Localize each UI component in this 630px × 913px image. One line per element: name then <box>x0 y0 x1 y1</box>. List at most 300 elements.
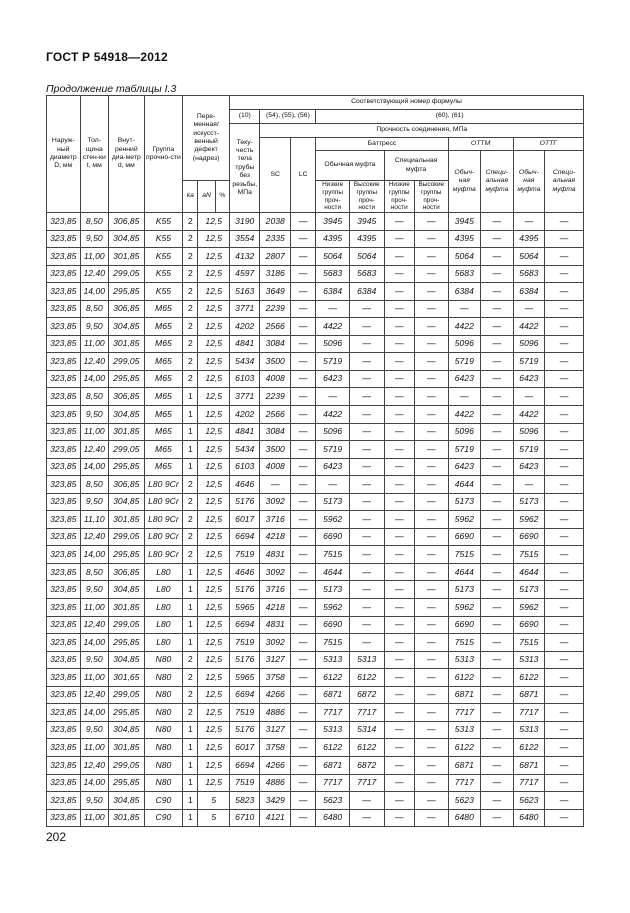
cell-ottm-special: — <box>481 248 514 266</box>
cell-group: N80 <box>144 756 183 774</box>
cell-ottg-regular: 5313 <box>513 651 545 669</box>
table-row <box>47 686 584 704</box>
cell-ottm-regular: 5623 <box>448 792 481 810</box>
cell-buttress-high-special: — <box>415 809 449 827</box>
cell-group: L80 9Cr <box>144 493 183 511</box>
cell-lc: — <box>290 230 315 248</box>
cell-buttress-high-special: — <box>415 353 449 371</box>
cell-lc: — <box>290 300 315 318</box>
cell-ottg-regular: 6423 <box>513 458 545 476</box>
cell-wall: 14,00 <box>80 283 108 301</box>
cell-lc: — <box>290 388 315 406</box>
cell-buttress-high-special: — <box>415 792 449 810</box>
cell-buttress-high-special: — <box>415 230 449 248</box>
cell-inner-diameter: 295,85 <box>109 774 145 792</box>
cell-lc: — <box>290 458 315 476</box>
cell-buttress-low-special: — <box>384 300 415 318</box>
cell-an: 12,5 <box>198 441 230 459</box>
cell-group: N80 <box>144 651 183 669</box>
cell-flow: 5176 <box>229 721 260 739</box>
table-row <box>47 563 584 581</box>
cell-lc: — <box>290 616 315 634</box>
cell-group: C90 <box>144 792 183 810</box>
cell-buttress-high-regular: — <box>349 809 384 827</box>
cell-ottg-special: — <box>545 423 584 441</box>
cell-buttress-low-special: — <box>384 651 415 669</box>
cell-ottm-regular: — <box>448 388 481 406</box>
cell-buttress-low-special: — <box>384 370 415 388</box>
cell-sc: 3716 <box>260 511 291 529</box>
cell-ottg-regular: 4644 <box>513 563 545 581</box>
table-row <box>47 792 584 810</box>
cell-buttress-low-regular: 7515 <box>316 634 350 652</box>
cell-ottm-special: — <box>481 581 514 599</box>
cell-ka: 1 <box>183 581 198 599</box>
cell-buttress-high-special: — <box>415 283 449 301</box>
cell-wall: 14,00 <box>80 634 108 652</box>
cell-buttress-low-regular: — <box>316 476 350 494</box>
cell-buttress-low-regular: 5962 <box>316 511 350 529</box>
cell-ottg-special: — <box>545 581 584 599</box>
cell-wall: 12,40 <box>80 265 108 283</box>
cell-ottm-regular: 3945 <box>448 213 481 231</box>
cell-flow: 6694 <box>229 686 260 704</box>
cell-ottg-regular: — <box>513 213 545 231</box>
cell-wall: 11,00 <box>80 335 108 353</box>
table-row <box>47 318 584 336</box>
cell-lc: — <box>290 563 315 581</box>
table-row <box>47 511 584 529</box>
cell-ottg-regular: 6122 <box>513 669 545 687</box>
cell-group: K55 <box>144 265 183 283</box>
table-row <box>47 300 584 318</box>
cell-flow: 6694 <box>229 528 260 546</box>
cell-flow: 3190 <box>229 213 260 231</box>
cell-ottm-regular: 6423 <box>448 370 481 388</box>
header-formula-title: Соответствующий номер формулы <box>229 96 583 110</box>
cell-ottg-regular: 7717 <box>513 704 545 722</box>
cell-diameter: 323,85 <box>47 616 81 634</box>
cell-buttress-low-regular: 5096 <box>316 335 350 353</box>
cell-ottg-regular: 5173 <box>513 581 545 599</box>
cell-inner-diameter: 299,05 <box>109 265 145 283</box>
cell-sc: 3084 <box>260 335 291 353</box>
cell-an: 12,5 <box>198 651 230 669</box>
cell-ottg-regular: 6384 <box>513 283 545 301</box>
cell-buttress-low-special: — <box>384 721 415 739</box>
cell-ottm-regular: 6871 <box>448 756 481 774</box>
cell-ka: 1 <box>183 809 198 827</box>
cell-ottg-regular: 6871 <box>513 686 545 704</box>
cell-buttress-high-special: — <box>415 669 449 687</box>
table-row <box>47 651 584 669</box>
cell-ottg-regular: 5719 <box>513 441 545 459</box>
cell-inner-diameter: 295,85 <box>109 634 145 652</box>
cell-an: 12,5 <box>198 739 230 757</box>
cell-ottg-special: — <box>545 739 584 757</box>
cell-buttress-high-regular: — <box>349 441 384 459</box>
cell-ka: 2 <box>183 318 198 336</box>
cell-lc: — <box>290 423 315 441</box>
cell-lc: — <box>290 335 315 353</box>
cell-lc: — <box>290 248 315 266</box>
header-low-special: Низкие группы проч-ности <box>384 181 415 213</box>
cell-diameter: 323,85 <box>47 739 81 757</box>
cell-ottm-regular: 5962 <box>448 511 481 529</box>
cell-buttress-high-regular: — <box>349 599 384 617</box>
cell-ka: 1 <box>183 406 198 424</box>
cell-flow: 3771 <box>229 388 260 406</box>
cell-inner-diameter: 304,85 <box>109 581 145 599</box>
cell-ottm-special: — <box>481 318 514 336</box>
cell-diameter: 323,85 <box>47 248 81 266</box>
cell-ottg-special: — <box>545 493 584 511</box>
cell-flow: 7519 <box>229 704 260 722</box>
cell-ka: 1 <box>183 634 198 652</box>
cell-ottm-regular: 4644 <box>448 476 481 494</box>
cell-ka: 1 <box>183 441 198 459</box>
cell-group: M65 <box>144 300 183 318</box>
cell-ottg-regular: 5313 <box>513 721 545 739</box>
cell-an: 12,5 <box>198 248 230 266</box>
cell-diameter: 323,85 <box>47 388 81 406</box>
cell-ottm-regular: 5719 <box>448 353 481 371</box>
cell-group: L80 <box>144 616 183 634</box>
cell-wall: 9,50 <box>80 721 108 739</box>
cell-buttress-low-regular: 5719 <box>316 353 350 371</box>
cell-wall: 9,50 <box>80 792 108 810</box>
cell-wall: 14,00 <box>80 704 108 722</box>
cell-buttress-low-special: — <box>384 792 415 810</box>
cell-buttress-high-regular: 3945 <box>349 213 384 231</box>
cell-diameter: 323,85 <box>47 230 81 248</box>
cell-sc: 4121 <box>260 809 291 827</box>
page-number: 202 <box>46 830 67 844</box>
cell-buttress-low-regular: 6871 <box>316 686 350 704</box>
cell-buttress-low-special: — <box>384 493 415 511</box>
table-row <box>47 493 584 511</box>
cell-diameter: 323,85 <box>47 370 81 388</box>
cell-diameter: 323,85 <box>47 353 81 371</box>
cell-ottm-regular: 5096 <box>448 335 481 353</box>
cell-inner-diameter: 299,05 <box>109 686 145 704</box>
cell-lc: — <box>290 353 315 371</box>
cell-group: M65 <box>144 458 183 476</box>
cell-buttress-low-regular: 5096 <box>316 423 350 441</box>
cell-sc: 4008 <box>260 458 291 476</box>
cell-wall: 14,00 <box>80 458 108 476</box>
cell-buttress-low-regular: 5173 <box>316 493 350 511</box>
cell-ottm-regular: 6480 <box>448 809 481 827</box>
cell-an: 12,5 <box>198 213 230 231</box>
cell-buttress-low-special: — <box>384 476 415 494</box>
table-header <box>47 96 584 213</box>
cell-buttress-high-regular: 6384 <box>349 283 384 301</box>
cell-sc: 3127 <box>260 651 291 669</box>
cell-ottg-special: — <box>545 300 584 318</box>
cell-buttress-low-regular: 5064 <box>316 248 350 266</box>
cell-sc: 2239 <box>260 300 291 318</box>
cell-sc: 3649 <box>260 283 291 301</box>
cell-ottg-regular: 4395 <box>513 230 545 248</box>
cell-buttress-low-regular: — <box>316 388 350 406</box>
cell-diameter: 323,85 <box>47 651 81 669</box>
header-formula-10: (10) <box>229 110 260 124</box>
cell-sc: 2239 <box>260 388 291 406</box>
cell-ottm-regular: 5719 <box>448 441 481 459</box>
cell-sc: 2807 <box>260 248 291 266</box>
cell-buttress-low-regular: 6423 <box>316 458 350 476</box>
cell-buttress-high-regular: — <box>349 581 384 599</box>
table-row <box>47 283 584 301</box>
cell-buttress-low-special: — <box>384 634 415 652</box>
cell-ottm-special: — <box>481 458 514 476</box>
cell-buttress-high-special: — <box>415 335 449 353</box>
table-row <box>47 441 584 459</box>
cell-group: L80 9Cr <box>144 511 183 529</box>
cell-flow: 4841 <box>229 423 260 441</box>
cell-ka: 1 <box>183 388 198 406</box>
cell-diameter: 323,85 <box>47 686 81 704</box>
cell-group: K55 <box>144 283 183 301</box>
cell-inner-diameter: 295,85 <box>109 283 145 301</box>
cell-ka: 2 <box>183 335 198 353</box>
cell-buttress-high-regular: — <box>349 423 384 441</box>
cell-ottg-special: — <box>545 686 584 704</box>
cell-ottg-special: — <box>545 406 584 424</box>
cell-buttress-low-regular: 5719 <box>316 441 350 459</box>
cell-sc: — <box>260 476 291 494</box>
cell-ka: 2 <box>183 493 198 511</box>
cell-sc: 3500 <box>260 353 291 371</box>
cell-buttress-high-special: — <box>415 318 449 336</box>
cell-inner-diameter: 301,85 <box>109 248 145 266</box>
cell-ottm-special: — <box>481 809 514 827</box>
cell-inner-diameter: 301,85 <box>109 423 145 441</box>
cell-buttress-high-regular: — <box>349 792 384 810</box>
cell-ottm-special: — <box>481 599 514 617</box>
cell-ottg-regular: 4422 <box>513 406 545 424</box>
header-strength-group: Группа прочно-сти <box>144 96 183 213</box>
cell-lc: — <box>290 511 315 529</box>
cell-flow: 7519 <box>229 634 260 652</box>
cell-ka: 1 <box>183 563 198 581</box>
cell-an: 12,5 <box>198 774 230 792</box>
cell-buttress-low-regular: — <box>316 300 350 318</box>
cell-wall: 11,00 <box>80 423 108 441</box>
cell-inner-diameter: 301,85 <box>109 739 145 757</box>
cell-ka: 2 <box>183 704 198 722</box>
cell-ottm-special: — <box>481 423 514 441</box>
cell-sc: 3084 <box>260 423 291 441</box>
cell-ottg-special: — <box>545 563 584 581</box>
cell-ottg-regular: 5096 <box>513 423 545 441</box>
cell-wall: 9,50 <box>80 318 108 336</box>
cell-lc: — <box>290 265 315 283</box>
cell-sc: 3500 <box>260 441 291 459</box>
cell-ottm-special: — <box>481 370 514 388</box>
table-row <box>47 458 584 476</box>
cell-buttress-high-special: — <box>415 458 449 476</box>
cell-diameter: 323,85 <box>47 335 81 353</box>
cell-ottg-special: — <box>545 546 584 564</box>
cell-buttress-low-regular: 5962 <box>316 599 350 617</box>
cell-wall: 8,50 <box>80 300 108 318</box>
cell-ottm-regular: 5313 <box>448 721 481 739</box>
cell-diameter: 323,85 <box>47 704 81 722</box>
cell-ottm-special: — <box>481 283 514 301</box>
cell-ottg-special: — <box>545 634 584 652</box>
cell-flow: 4202 <box>229 406 260 424</box>
cell-ottg-special: — <box>545 388 584 406</box>
cell-ottm-regular: 5683 <box>448 265 481 283</box>
cell-sc: 3758 <box>260 739 291 757</box>
header-ottm-special: Специ-альная муфта <box>481 151 514 213</box>
cell-buttress-low-special: — <box>384 265 415 283</box>
cell-inner-diameter: 304,85 <box>109 230 145 248</box>
cell-ottg-special: — <box>545 370 584 388</box>
cell-wall: 8,50 <box>80 213 108 231</box>
cell-buttress-high-special: — <box>415 686 449 704</box>
cell-buttress-low-regular: 6871 <box>316 756 350 774</box>
cell-buttress-low-regular: 7515 <box>316 546 350 564</box>
cell-buttress-low-regular: 5623 <box>316 792 350 810</box>
cell-group: L80 <box>144 599 183 617</box>
cell-ka: 2 <box>183 230 198 248</box>
cell-group: M65 <box>144 318 183 336</box>
cell-ottg-special: — <box>545 230 584 248</box>
cell-ka: 2 <box>183 528 198 546</box>
cell-buttress-low-regular: 6122 <box>316 669 350 687</box>
cell-diameter: 323,85 <box>47 599 81 617</box>
cell-lc: — <box>290 651 315 669</box>
cell-ottg-special: — <box>545 528 584 546</box>
cell-diameter: 323,85 <box>47 406 81 424</box>
cell-ottm-regular: 4395 <box>448 230 481 248</box>
cell-an: 12,5 <box>198 756 230 774</box>
document-header: ГОСТ Р 54918—2012 <box>46 50 168 64</box>
cell-an: 12,5 <box>198 458 230 476</box>
cell-flow: 7519 <box>229 774 260 792</box>
cell-flow: 5965 <box>229 669 260 687</box>
cell-diameter: 323,85 <box>47 423 81 441</box>
cell-buttress-high-special: — <box>415 213 449 231</box>
cell-ka: 1 <box>183 721 198 739</box>
cell-ottm-regular: 5173 <box>448 581 481 599</box>
cell-group: M65 <box>144 353 183 371</box>
cell-ottg-special: — <box>545 809 584 827</box>
table-row <box>47 265 584 283</box>
cell-buttress-high-special: — <box>415 546 449 564</box>
cell-buttress-low-special: — <box>384 528 415 546</box>
cell-wall: 9,50 <box>80 406 108 424</box>
cell-ottm-special: — <box>481 493 514 511</box>
cell-flow: 6710 <box>229 809 260 827</box>
cell-ottm-special: — <box>481 634 514 652</box>
cell-ottm-regular: 5962 <box>448 599 481 617</box>
cell-lc: — <box>290 213 315 231</box>
cell-buttress-high-special: — <box>415 300 449 318</box>
cell-buttress-high-regular: — <box>349 406 384 424</box>
cell-ottm-regular: 5313 <box>448 651 481 669</box>
cell-flow: 5176 <box>229 493 260 511</box>
cell-sc: 4831 <box>260 616 291 634</box>
cell-ottm-special: — <box>481 651 514 669</box>
cell-ottm-special: — <box>481 739 514 757</box>
cell-flow: 6103 <box>229 370 260 388</box>
cell-buttress-high-special: — <box>415 756 449 774</box>
header-inner-diameter: Внут-ренний диа-метр d, мм <box>109 96 145 213</box>
cell-group: N80 <box>144 686 183 704</box>
cell-buttress-low-special: — <box>384 581 415 599</box>
cell-wall: 11,00 <box>80 669 108 687</box>
cell-ottm-special: — <box>481 300 514 318</box>
table-row <box>47 248 584 266</box>
cell-diameter: 323,85 <box>47 774 81 792</box>
cell-buttress-high-special: — <box>415 704 449 722</box>
header-an: aN <box>198 181 215 213</box>
cell-buttress-high-special: — <box>415 370 449 388</box>
table-row <box>47 370 584 388</box>
cell-ka: 2 <box>183 300 198 318</box>
cell-ottm-regular: — <box>448 300 481 318</box>
cell-an: 12,5 <box>198 581 230 599</box>
cell-ottg-regular: 5623 <box>513 792 545 810</box>
cell-buttress-high-regular: — <box>349 458 384 476</box>
cell-buttress-high-special: — <box>415 616 449 634</box>
cell-inner-diameter: 301,85 <box>109 335 145 353</box>
cell-buttress-high-regular: — <box>349 563 384 581</box>
cell-lc: — <box>290 581 315 599</box>
cell-diameter: 323,85 <box>47 563 81 581</box>
cell-an: 12,5 <box>198 511 230 529</box>
cell-lc: — <box>290 739 315 757</box>
cell-buttress-low-special: — <box>384 739 415 757</box>
table-row <box>47 353 584 371</box>
cell-buttress-low-special: — <box>384 283 415 301</box>
cell-ka: 2 <box>183 248 198 266</box>
header-regular-coupling: Обычная муфта <box>316 151 384 181</box>
header-formula-54: (54), (55), (56) <box>260 110 316 124</box>
header-high-regular: Высокие группы проч-ности <box>349 181 384 213</box>
cell-ottm-special: — <box>481 511 514 529</box>
cell-wall: 12,40 <box>80 441 108 459</box>
cell-flow: 6017 <box>229 511 260 529</box>
table-row <box>47 774 584 792</box>
cell-buttress-low-special: — <box>384 318 415 336</box>
cell-lc: — <box>290 809 315 827</box>
cell-ka: 2 <box>183 476 198 494</box>
cell-buttress-low-special: — <box>384 546 415 564</box>
header-sc: SC <box>260 138 291 213</box>
cell-lc: — <box>290 634 315 652</box>
cell-ottg-regular: 6871 <box>513 756 545 774</box>
cell-wall: 14,00 <box>80 546 108 564</box>
cell-sc: 2566 <box>260 406 291 424</box>
cell-wall: 14,00 <box>80 774 108 792</box>
cell-sc: 3092 <box>260 493 291 511</box>
cell-ottg-special: — <box>545 756 584 774</box>
cell-ottg-special: — <box>545 651 584 669</box>
cell-lc: — <box>290 441 315 459</box>
cell-ottg-special: — <box>545 213 584 231</box>
cell-ottm-special: — <box>481 721 514 739</box>
cell-lc: — <box>290 792 315 810</box>
cell-inner-diameter: 299,05 <box>109 616 145 634</box>
cell-ottg-regular: 4422 <box>513 318 545 336</box>
cell-ka: 1 <box>183 599 198 617</box>
cell-wall: 11,00 <box>80 809 108 827</box>
